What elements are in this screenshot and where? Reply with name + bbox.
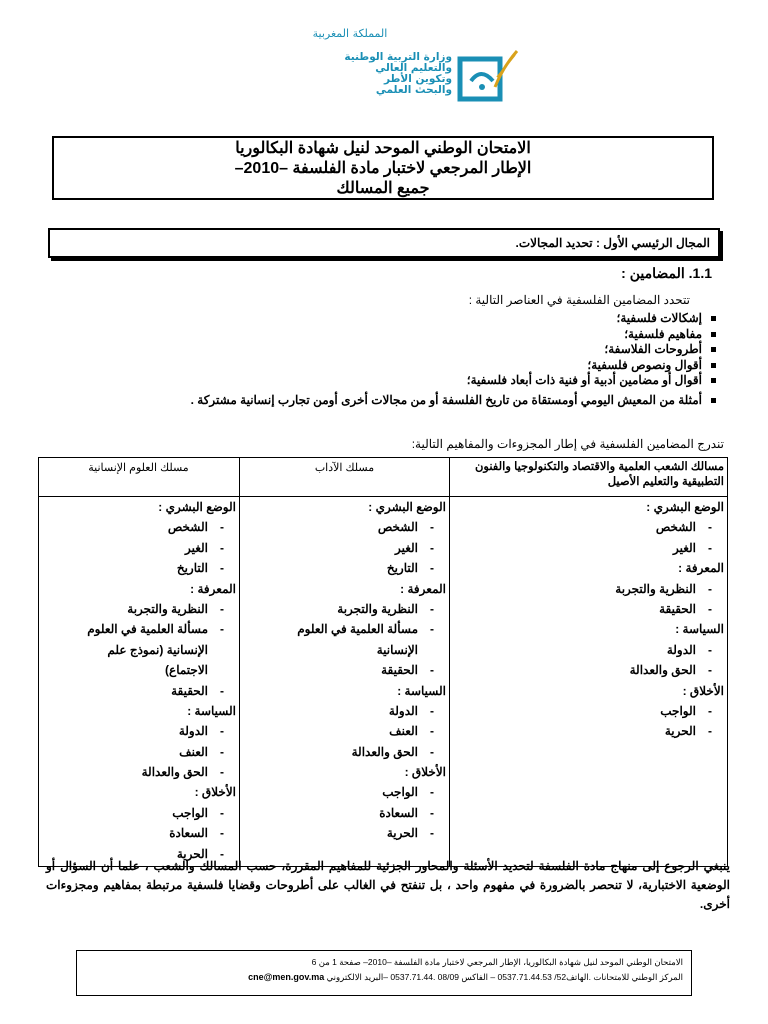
ministry-line: وزارة التربية الوطنية xyxy=(344,51,452,63)
table-cell-text: المعرفة : xyxy=(190,581,236,596)
table-cell-text: الحقيقة xyxy=(381,663,418,678)
dash-marker: - xyxy=(708,520,712,535)
table-cell-text: المعرفة : xyxy=(678,561,724,576)
dash-marker: - xyxy=(220,540,224,555)
table-cell-text: الحق والعدالة xyxy=(141,765,208,780)
dash-marker: - xyxy=(708,663,712,678)
title-line-3: جميع المسالك xyxy=(336,180,430,197)
table-cell-text: السعادة xyxy=(169,826,208,841)
table-cell-text: الدولة xyxy=(666,642,696,657)
table-cell-text: العنف xyxy=(389,724,418,739)
list-item-text: إشكالات فلسفية؛ xyxy=(616,311,702,325)
bullet-icon xyxy=(711,378,716,383)
table-concept-item xyxy=(454,538,724,558)
table-concept-item xyxy=(246,660,446,680)
table-cell-text: التاريخ xyxy=(176,561,208,576)
table-module-heading xyxy=(41,579,236,599)
table-divider xyxy=(239,457,240,867)
dash-marker: - xyxy=(220,601,224,616)
table-concept-item xyxy=(41,517,236,537)
dash-marker: - xyxy=(220,724,224,739)
dash-marker: - xyxy=(220,520,224,535)
list-item xyxy=(76,393,716,409)
dash-marker: - xyxy=(430,540,434,555)
footer-email: cne@men.gov.ma xyxy=(248,972,325,982)
note-paragraph: ينبغي الرجوع إلى منهاج مادة الفلسفة لتحديد الأسئلة والمحاور الجزئية للمفاهيم المقررة، حسب المسالك والشعب ، علما أن السؤال أو الوضعية الاختبارية، لا تنحصر بالضرورة في مفهوم واحد ، بل تنفتح في الغالب على أطروحات وقضايا فلسفية مرتبطة بمفاهيم ومجزوءات أخرى. xyxy=(46,859,730,911)
table-module-heading xyxy=(454,681,724,701)
table-cell-text: الغير xyxy=(394,540,418,555)
table-cell-text: الشخص xyxy=(377,520,418,535)
list-item-text: أقوال أو مضامين أدبية أو فنية ذات أبعاد فلسفية؛ xyxy=(466,373,702,388)
table-concept-item xyxy=(41,599,236,619)
list-item xyxy=(76,373,716,389)
table-cell-text: النظرية والتجربة xyxy=(127,601,208,616)
table-cell-text: الواجب xyxy=(382,785,418,800)
table-concept-item xyxy=(41,681,236,701)
table-concept-item xyxy=(454,701,724,721)
dash-marker: - xyxy=(708,581,712,596)
dash-marker: - xyxy=(220,765,224,780)
dash-marker: - xyxy=(220,744,224,759)
table-cell-text: الإنسانية xyxy=(376,642,418,657)
table-concept-item xyxy=(454,721,724,741)
table-cell-text: الاجتماع) xyxy=(165,663,208,678)
dash-marker: - xyxy=(430,561,434,576)
dash-marker: - xyxy=(430,785,434,800)
table-concept-item xyxy=(454,579,724,599)
table-cell-text: النظرية والتجربة xyxy=(337,601,418,616)
table-concept-item xyxy=(246,517,446,537)
dash-marker: - xyxy=(430,663,434,678)
table-concept-item xyxy=(41,762,236,782)
ministry-line: والتعليم العالي xyxy=(375,62,452,74)
table-cell-text: الحقيقة xyxy=(659,601,696,616)
table-cell-text: المعرفة : xyxy=(400,581,446,596)
dash-marker: - xyxy=(708,724,712,739)
dash-marker: - xyxy=(220,683,224,698)
table-concept-item xyxy=(41,538,236,558)
table-concept-item xyxy=(41,742,236,762)
column-header-humanities: مسلك العلوم الإنسانية xyxy=(88,462,189,474)
footer-line-2 xyxy=(85,970,683,985)
dash-marker: - xyxy=(220,805,224,820)
bullet-icon xyxy=(711,398,716,403)
bullet-list xyxy=(76,311,716,409)
table-module-heading xyxy=(246,681,446,701)
table-concept-item xyxy=(41,823,236,843)
bullet-icon xyxy=(711,316,716,321)
table-concept-item xyxy=(246,599,446,619)
table-module-heading xyxy=(246,497,446,517)
table-module-heading xyxy=(454,558,724,578)
table-cell-text: الغير xyxy=(672,540,696,555)
column-humanities xyxy=(41,497,236,864)
kingdom-name: المملكة المغربية xyxy=(312,27,388,40)
table-cell-text: الحقيقة xyxy=(171,683,208,698)
table-module-heading xyxy=(246,579,446,599)
table-concept-item xyxy=(246,803,446,823)
table-cell-text: العنف xyxy=(179,744,208,759)
table-cell-text: الأخلاق : xyxy=(194,785,236,800)
table-concept-item xyxy=(454,640,724,660)
table-concept-item xyxy=(41,619,236,639)
table-cell-text: الشخص xyxy=(167,520,208,535)
ministry-line: والبحث العلمي xyxy=(375,84,452,96)
title-line-1: الامتحان الوطني الموحد لنيل شهادة البكالوريا xyxy=(235,140,531,157)
table-cell-text: مسألة العلمية في العلوم xyxy=(297,622,418,637)
dash-marker: - xyxy=(430,805,434,820)
table-cell-text: الدولة xyxy=(388,703,418,718)
table-cell-text: السياسة : xyxy=(397,683,446,698)
column-letters xyxy=(246,497,446,844)
column-science xyxy=(454,497,724,742)
table-cell-text: الحرية xyxy=(664,724,696,739)
table-cell-text: الوضع البشري : xyxy=(368,500,446,514)
table-cell-text: الحق والعدالة xyxy=(351,744,418,759)
table-cell-text: الحرية xyxy=(176,846,208,861)
table-cell-text: الواجب xyxy=(660,703,696,718)
table-module-heading xyxy=(454,497,724,517)
dash-marker: - xyxy=(430,520,434,535)
list-item xyxy=(76,358,716,374)
ministry-line: وتكوين الأطر xyxy=(383,73,452,85)
table-cell-text: الوضع البشري : xyxy=(158,500,236,514)
table-cell-text: الأخلاق : xyxy=(404,765,446,780)
column-header-letters: مسلك الآداب xyxy=(314,462,375,474)
bullet-icon xyxy=(711,363,716,368)
dash-marker: - xyxy=(430,724,434,739)
dash-marker: - xyxy=(708,642,712,657)
title-line-2: الإطار المرجعي لاختبار مادة الفلسفة –2010– xyxy=(234,160,532,177)
table-concept-item xyxy=(246,721,446,741)
table-cell-text: الأخلاق : xyxy=(682,683,724,698)
ministry-name xyxy=(282,52,452,96)
dash-marker: - xyxy=(220,826,224,841)
table-intro: تندرج المضامين الفلسفية في إطار المجزوءات والمفاهيم التالية: xyxy=(411,437,724,451)
list-item xyxy=(76,342,716,358)
table-concept-item xyxy=(41,803,236,823)
table-concept-item xyxy=(246,538,446,558)
bullet-icon xyxy=(711,347,716,352)
table-concept-item xyxy=(454,599,724,619)
table-concept-item xyxy=(41,721,236,741)
list-item xyxy=(76,327,716,343)
dash-marker: - xyxy=(708,703,712,718)
table-module-heading xyxy=(454,619,724,639)
table-module-heading xyxy=(41,640,236,660)
list-item-text: أقوال ونصوص فلسفية؛ xyxy=(587,357,702,372)
dash-marker: - xyxy=(430,703,434,718)
table-concept-item xyxy=(454,660,724,680)
table-module-heading xyxy=(41,497,236,517)
table-module-heading xyxy=(41,782,236,802)
dash-marker: - xyxy=(220,561,224,576)
table-concept-item xyxy=(246,619,446,639)
ministry-logo xyxy=(457,47,521,103)
table-module-heading xyxy=(41,660,236,680)
table-concept-item xyxy=(246,742,446,762)
column-header-science: مسالك الشعب العلمية والاقتصاد والتكنولوجيا والفنون التطبيقية والتعليم الأصيل xyxy=(474,461,724,488)
page-footer xyxy=(76,950,692,996)
table-cell-text: السياسة : xyxy=(187,703,236,718)
table-concept-item xyxy=(454,517,724,537)
dash-marker: - xyxy=(430,601,434,616)
dash-marker: - xyxy=(430,744,434,759)
dash-marker: - xyxy=(220,622,224,637)
bullet-icon xyxy=(711,332,716,337)
footer-contact: المركز الوطني للامتحانات .الهاتف52/ 0537.71.44.53 – الفاكس 08/09 .0537.71.44 –البريد الالكتروني xyxy=(326,972,683,982)
table-cell-text: الواجب xyxy=(172,805,208,820)
dash-marker: - xyxy=(430,622,434,637)
dash-marker: - xyxy=(430,826,434,841)
table-concept-item xyxy=(41,558,236,578)
list-item-text: أطروحات الفلاسفة؛ xyxy=(604,342,702,357)
table-cell-text: السعادة xyxy=(379,805,418,820)
table-cell-text: السياسة : xyxy=(675,622,724,637)
table-cell-text: الغير xyxy=(184,540,208,555)
table-concept-item xyxy=(246,701,446,721)
table-concept-item xyxy=(246,782,446,802)
dash-marker: - xyxy=(708,540,712,555)
table-cell-text: مسألة العلمية في العلوم xyxy=(87,622,208,637)
table-cell-text: الوضع البشري : xyxy=(646,500,724,514)
section-heading: 1.1. المضامين : xyxy=(621,265,712,281)
table-cell-text: الحرية xyxy=(386,826,418,841)
table-cell-text: النظرية والتجربة xyxy=(615,581,696,596)
exam-title-box xyxy=(52,136,714,200)
table-cell-text: الدولة xyxy=(178,724,208,739)
table-module-heading xyxy=(41,701,236,721)
table-module-heading xyxy=(246,640,446,660)
footer-line-1: الامتحان الوطني الموحد لنيل شهادة البكالوريا، الإطار المرجعي لاختبار مادة الفلسفة –2010– صفحة 1 من 6 xyxy=(311,957,683,967)
table-cell-text: الحق والعدالة xyxy=(629,663,696,678)
list-item-text: أمثلة من المعيش اليومي أومستقاة من تاريخ الفلسفة أو من مجالات أخرى أومن تجارب إنسانية مشتركة . xyxy=(190,392,702,407)
table-divider xyxy=(449,457,450,867)
list-item-text: مفاهيم فلسفية؛ xyxy=(624,326,702,341)
domain-heading-box: المجال الرئيسي الأول : تحديد المجالات. xyxy=(48,228,720,258)
intro-text: تتحدد المضامين الفلسفية في العناصر التالية : xyxy=(468,293,690,307)
table-concept-item xyxy=(246,823,446,843)
table-module-heading xyxy=(246,762,446,782)
list-item xyxy=(76,311,716,327)
table-cell-text: الشخص xyxy=(655,520,696,535)
table-cell-text: التاريخ xyxy=(386,561,418,576)
table-concept-item xyxy=(246,558,446,578)
table-cell-text: الإنسانية (نموذج علم xyxy=(107,642,208,657)
dash-marker: - xyxy=(708,601,712,616)
dash-marker: - xyxy=(220,846,224,861)
